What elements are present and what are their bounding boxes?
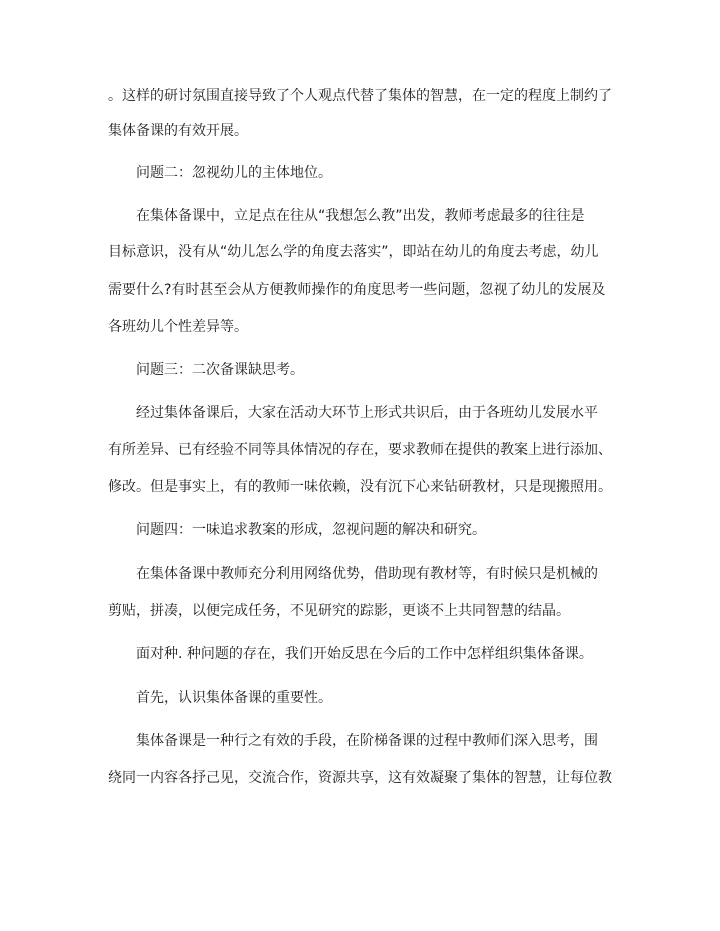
text-line: 集体备课是一种行之有效的手段，在阶梯备课的过程中教师们深入思考，围 — [136, 733, 598, 749]
text-line: 经过集体备课后，大家在活动大环节上形式共识后，由于各班幼儿发展水平 — [136, 405, 598, 421]
text-line: 有所差异、已有经验不同等具体情况的存在，要求教师在提供的教案上进行添加、 — [108, 442, 612, 458]
section-heading: 问题二：忽视幼儿的主体地位。 — [136, 165, 332, 181]
text-line: 绕同一内容各抒己见，交流合作，资源共享，这有效凝聚了集体的智慧，让每位教 — [108, 770, 612, 786]
text-line: 目标意识，没有从“幼儿怎么学的角度去落实”，即站在幼儿的角度去考虑，幼儿 — [108, 244, 599, 260]
section-heading: 问题三：二次备课缺思考。 — [136, 362, 304, 378]
text-line: 在集体备课中教师充分利用网络优势，借助现有教材等，有时候只是机械的 — [136, 566, 598, 582]
text-line: 。这样的研讨氛围直接导致了个人观点代替了集体的智慧，在一定的程度上制约了 — [108, 88, 612, 104]
text-line: 需要什么?有时甚至会从方便教师操作的角度思考一些问题，忽视了幼儿的发展及 — [108, 282, 606, 298]
text-line: 各班幼儿个性差异等。 — [108, 319, 248, 335]
section-heading: 首先，认识集体备课的重要性。 — [136, 690, 332, 706]
text-line: 剪贴，拼凑，以便完成任务，不见研究的踪影，更谈不上共同智慧的结晶。 — [108, 603, 570, 619]
text-line: 集体备课的有效开展。 — [108, 123, 248, 139]
section-heading: 问题四：一味追求教案的形成，忽视问题的解决和研究。 — [136, 522, 486, 538]
text-line: 修改。但是事实上，有的教师一味依赖，没有沉下心来钻研教材，只是现搬照用。 — [108, 479, 612, 495]
text-line: 在集体备课中，立足点在往从“我想怎么教”出发，教师考虑最多的往往是 — [136, 208, 585, 224]
text-line: 面对种. 种问题的存在，我们开始反思在今后的工作中怎样组织集体备课。 — [136, 646, 593, 662]
